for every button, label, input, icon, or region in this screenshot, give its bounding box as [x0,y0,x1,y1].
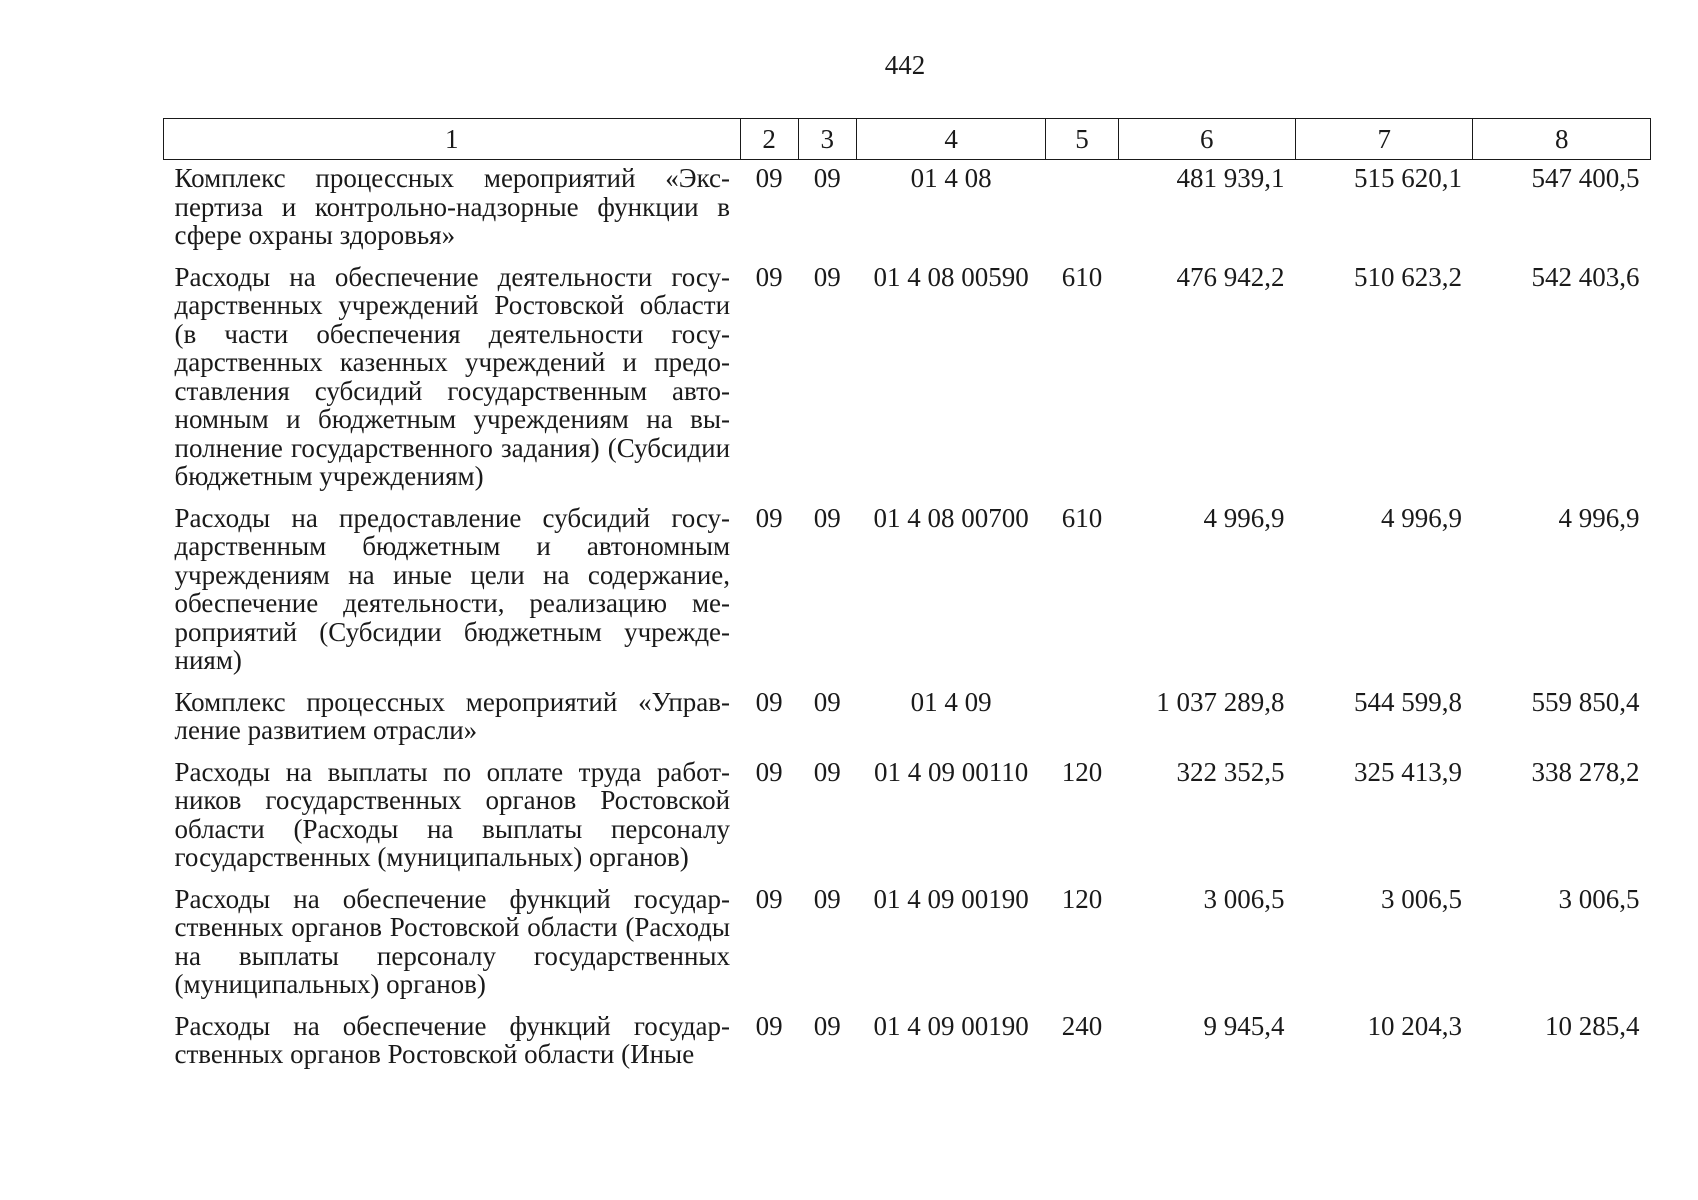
row-expense-type: 120 [1061,883,1103,914]
table-row [164,160,1651,259]
row-amount-col7: 4 996,9 [1380,502,1462,533]
table-row [164,259,1651,500]
row-amount-col6: 3 006,5 [1203,883,1285,914]
row-subsection: 09 [813,261,841,292]
row-target-article: 01 4 09 [910,686,992,717]
row-amount-col7: 515 620,1 [1353,163,1462,193]
row-target-article: 01 4 08 [910,163,992,193]
column-header-2: 2 [740,119,798,160]
row-target-article: 01 4 09 00190 [873,883,1029,914]
row-expense-type: 240 [1061,1010,1103,1041]
column-header-8: 8 [1473,119,1651,160]
table-row [164,1008,1651,1078]
column-header-1: 1 [164,119,741,160]
row-amount-col7: 10 204,3 [1367,1010,1462,1041]
row-amount-col7: 510 623,2 [1353,261,1462,292]
row-amount-col8: 10 285,4 [1545,1010,1640,1041]
row-amount-col6: 4 996,9 [1203,502,1285,533]
row-section: 09 [755,686,783,717]
row-expense-type [1046,684,1118,754]
column-header-6: 6 [1118,119,1295,160]
column-header-5: 5 [1046,119,1118,160]
row-subsection: 09 [813,163,841,193]
table-row [164,881,1651,1008]
table-row [164,684,1651,754]
page-number: 442 [884,50,926,80]
row-description: Комплекс процессных мероприятий «Экспертиза и контрольно-надзорные функции в сфере охраны здоровья» [174,163,731,250]
table-row [164,500,1651,684]
column-header-4: 4 [856,119,1046,160]
row-description: Расходы на выплаты по оплате труда работников государственных органов Ростовской области (Расходы на выплаты персоналу государственных (муниципальных) органов) [174,756,731,872]
row-amount-col8: 3 006,5 [1558,883,1640,914]
row-target-article: 01 4 08 00590 [873,261,1029,292]
row-amount-col7: 544 599,8 [1353,686,1462,717]
row-section: 09 [755,1010,783,1041]
row-description: Комплекс процессных мероприятий «Управление развитием отрасли» [174,686,731,745]
row-target-article: 01 4 09 00110 [873,756,1029,787]
row-subsection: 09 [813,756,841,787]
row-section: 09 [755,502,783,533]
table-row [164,754,1651,881]
row-amount-col8: 559 850,4 [1531,686,1640,717]
row-description: Расходы на обеспечение деятельности государственных учреждений Ростовской области (в части обеспечения деятельности государственных казенных учреждений и предоставления субсидий государственным автономным и бюджетным учреждениям на выполнение государственного задания) (Субсидии бюджетным учреждениям) [174,261,731,491]
row-expense-type: 120 [1061,756,1103,787]
row-subsection: 09 [813,686,841,717]
row-amount-col6: 322 352,5 [1176,756,1285,787]
row-expense-type [1046,160,1118,259]
row-section: 09 [755,756,783,787]
row-amount-col6: 481 939,1 [1176,163,1285,193]
row-amount-col8: 338 278,2 [1531,756,1640,787]
row-expense-type: 610 [1061,261,1103,292]
row-amount-col8: 542 403,6 [1531,261,1640,292]
row-amount-col6: 1 037 289,8 [1156,686,1285,717]
row-section: 09 [755,261,783,292]
row-subsection: 09 [813,883,841,914]
row-target-article: 01 4 08 00700 [873,502,1029,533]
column-header-7: 7 [1296,119,1473,160]
row-section: 09 [755,163,783,193]
row-subsection: 09 [813,1010,841,1041]
row-amount-col6: 476 942,2 [1176,261,1285,292]
row-amount-col8: 4 996,9 [1558,502,1640,533]
table-header-row [164,119,1651,160]
row-section: 09 [755,883,783,914]
row-amount-col7: 325 413,9 [1353,756,1462,787]
row-expense-type: 610 [1061,502,1103,533]
row-amount-col6: 9 945,4 [1203,1010,1285,1041]
row-description: Расходы на обеспечение функций государственных органов Ростовской области (Иные [174,1010,731,1069]
row-target-article: 01 4 09 00190 [873,1010,1029,1041]
row-amount-col8: 547 400,5 [1531,163,1640,193]
row-amount-col7: 3 006,5 [1380,883,1462,914]
row-description: Расходы на предоставление субсидий государственным бюджетным и автономным учреждениям на иные цели на содержание, обеспечение деятельности, реализацию мероприятий (Субсидии бюджетным учреждениям) [174,502,731,675]
row-description: Расходы на обеспечение функций государственных органов Ростовской области (Расходы на выплаты персоналу государственных (муниципальных) органов) [174,883,731,999]
row-subsection: 09 [813,502,841,533]
budget-table [163,118,1651,1078]
column-header-3: 3 [798,119,856,160]
